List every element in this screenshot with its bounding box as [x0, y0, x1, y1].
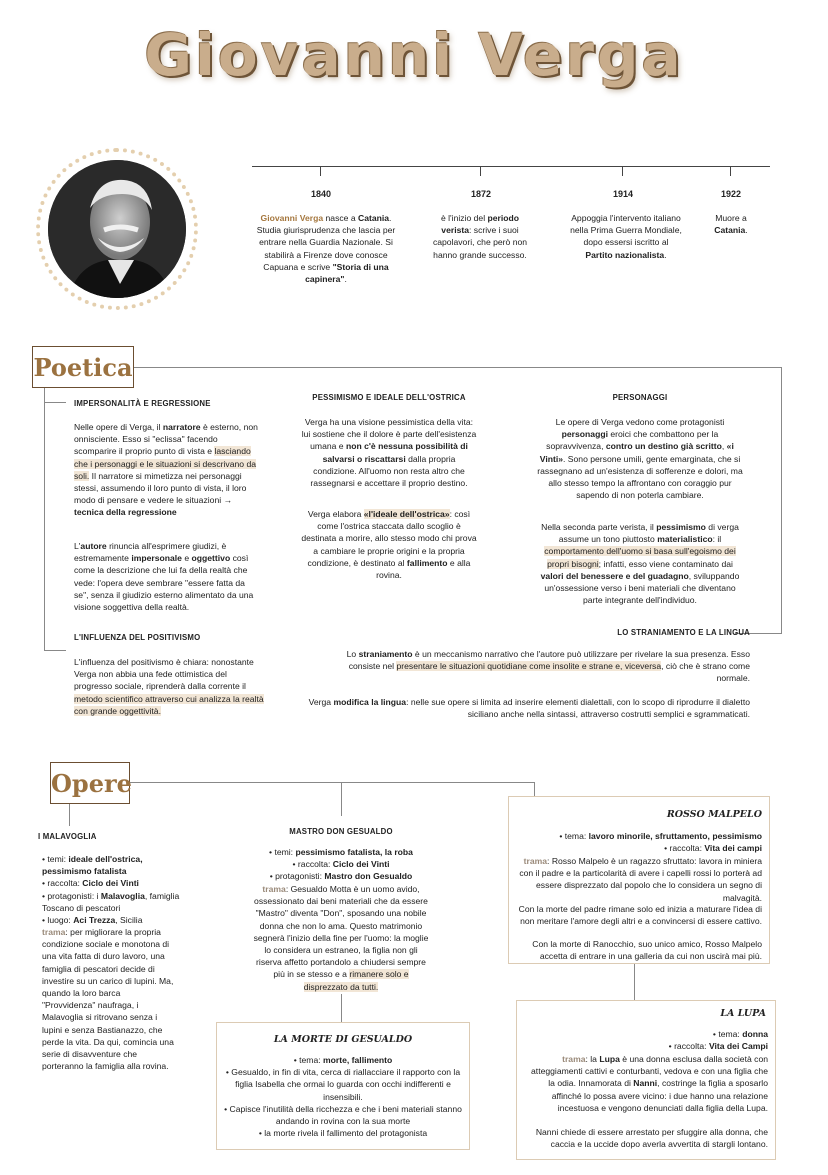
text-segment: : così come l'ostrica staccata dallo scoglio è destinata a morire, allo stesso modo chi prova a cambiare le proprie origini e la propria condizione, è destinato al	[301, 509, 477, 568]
text-segment: morte, fallimento	[323, 1055, 393, 1065]
text-segment: : la	[585, 1054, 600, 1064]
text-segment: Capisce l'inutilità della ricchezza e che i beni materiali stanno andando in rovina con la sua morte	[229, 1103, 462, 1127]
text-segment: Giovanni Verga	[260, 213, 324, 223]
paragraph	[300, 416, 478, 489]
text-segment: raccolta:	[669, 843, 705, 854]
text-segment: è una donna esclusa dalla società con atteggiamenti cattivi e conturbanti, vedova e con una figlia che la odia. Innamorata di	[531, 1054, 768, 1089]
text-segment: narratore	[162, 422, 201, 432]
list-item	[224, 1066, 462, 1103]
section-heading: I MALAVOGLIA	[38, 832, 97, 841]
list-item	[42, 914, 182, 926]
page-title: Giovanni Verga	[144, 21, 684, 89]
text-segment: raccolta:	[297, 859, 333, 870]
text-segment: Catania	[358, 213, 390, 223]
timeline-year: 1922	[720, 189, 742, 199]
list-item	[522, 1040, 768, 1052]
text-segment: ideale dell'ostrica, pessimismo fatalista	[42, 854, 143, 877]
paragraph	[522, 1053, 768, 1114]
text-segment: modifica la lingua	[333, 697, 407, 707]
text-segment: trama	[262, 884, 286, 894]
paragraph	[516, 938, 762, 962]
text-segment: contro un destino già scritto	[605, 441, 722, 452]
divider	[44, 650, 66, 651]
paragraph	[300, 696, 750, 720]
text-segment: luogo:	[47, 915, 74, 926]
text-segment: . Studia giurisprudenza che lascia per entrare nella Guardia Nazionale. Si stabilirà a Firenze dove conosce Capuana e scrive	[256, 213, 396, 272]
text-segment: periodo verista	[441, 213, 520, 236]
timeline-tick	[480, 166, 481, 176]
portrait-photo	[48, 160, 186, 298]
text-segment: : per migliorare la propria condizione sociale e monotona di una vita fatta di duro lavoro, una famiglia di pescatori decide di investire su un carico di lupini. Ma, quando la loro barca "Provvidenza" naufraga, i Malavoglia si ritrovano senza i lupini e senza Bastianazzo, che perde la vita. Da qui, comincia una serie di disavventure che porteranno la famiglia alla rovina.	[42, 927, 174, 1072]
paragraph	[320, 648, 750, 685]
text-segment: nasce a	[323, 213, 358, 223]
paragraph	[536, 521, 744, 606]
text-segment: Mastro don Gesualdo	[324, 871, 413, 882]
section-opere: Opere	[50, 762, 130, 804]
section-heading: LO STRANIAMENTO E LA LINGUA	[617, 628, 750, 637]
text-segment: personaggi	[561, 429, 608, 440]
text-segment: protagonisti: i	[47, 890, 101, 901]
text-segment: eroici che combattono per la sopravvivenza,	[546, 429, 719, 452]
card-title: LA MORTE DI GESUALDO	[273, 1034, 413, 1045]
section-heading: PERSONAGGI	[612, 393, 668, 402]
text-segment: trama	[523, 856, 548, 866]
text-segment: Il narratore si mimetizza nei personaggi stessi, assumendo il loro punto di vista, il loro modo di pensare e vedere le situazioni →	[74, 470, 247, 506]
timeline-text	[570, 212, 682, 261]
timeline-tick	[622, 166, 623, 176]
text-segment: Con la morte del padre rimane solo ed inizia a maturare l'idea di non meritare l'amore degli altri e a convincersi di essere cattivo.	[518, 904, 762, 927]
card-title: ROSSO MALPELO	[666, 809, 762, 820]
text-segment: rinuncia all'esprimere giudizi, è estremamente	[74, 541, 227, 564]
divider	[120, 367, 782, 368]
text-segment: temi:	[274, 847, 296, 857]
text-segment: , famiglia Toscano di pescatori	[42, 890, 180, 913]
card-title: LA LUPA	[720, 1008, 766, 1019]
section-heading: IMPERSONALITÀ E REGRESSIONE	[74, 399, 211, 408]
text-segment: presentare le situazioni quotidiane come insolite e strane e, viceversa	[396, 661, 662, 672]
text-segment: Gesualdo, in fin di vita, cerca di riallacciare il rapporto con la figlia Isabella che ormai lo guarda con occhi indifferenti e insensibili.	[231, 1067, 461, 1102]
text-segment: Lupa	[599, 1054, 620, 1064]
timeline-text	[252, 212, 400, 285]
text-segment: materialistico	[657, 534, 713, 545]
text-segment: lavoro minorile, sfruttamento, pessimismo	[588, 831, 762, 841]
text-segment: Le opere di Verga vedono come protagonisti	[555, 417, 725, 427]
text-segment: comportamento dell'uomo si basa sull'egoismo dei propri bisogni	[544, 546, 736, 569]
text-segment: impersonale	[131, 553, 182, 564]
text-segment: di verga assume un tono piuttosto	[558, 522, 739, 545]
text-segment: tema:	[299, 1055, 324, 1065]
text-segment: rimanere solo e disprezzato da tutti.	[303, 969, 409, 992]
section-poetica: Poetica	[32, 346, 134, 388]
text-segment: «l'ideale dell'ostrica»	[363, 509, 450, 519]
text-segment: metodo scientifico attraverso cui analizza la realtà con grande oggettività.	[74, 693, 264, 716]
text-segment: . Sono persone umili, gente emarginata, che si rassegnano ad un'esistenza di sofferenze e dolori, ma allo stesso tempo la affrontano con coraggio pur sapendo di non poterla cambiare.	[537, 453, 743, 501]
paragraph	[42, 926, 176, 1072]
text-segment: .	[664, 249, 667, 260]
paragraph	[516, 903, 762, 927]
paragraph	[300, 508, 478, 581]
divider	[341, 994, 342, 1022]
text-segment: , ciò che è strano come normale.	[661, 661, 750, 684]
text-segment: L'influenza del positivismo è chiara: nonostante Verga non abbia una fede ottimistica del progresso sociale, riprenderà dalla corrente il	[74, 657, 254, 692]
timeline-year: 1872	[470, 189, 492, 199]
list-item	[42, 853, 182, 877]
text-segment: "Storia di una capinera"	[305, 261, 389, 285]
text-segment: dalla propria condizione. All'uomo non resta altro che rassegnarsi e accettare il proprio destino.	[310, 453, 468, 489]
text-segment: Lo	[346, 649, 359, 659]
paragraph	[252, 883, 430, 993]
divider	[634, 964, 635, 1000]
text-segment: Ciclo dei Vinti	[332, 859, 390, 870]
text-segment: , sviluppando un'ossessione verso i beni materiali che diventano parte integrante dell'individuo.	[544, 570, 740, 606]
list-item	[42, 890, 182, 914]
timeline-tick	[730, 166, 731, 176]
text-segment: : nelle sue opere si limita ad inserire elementi dialettali, con lo scopo di riprodurre il dialetto siciliano anche nella sintassi, attraverso costrutti semplici e sgrammaticati.	[406, 697, 750, 720]
text-segment: ,	[721, 441, 727, 452]
divider	[104, 782, 534, 783]
text-segment: raccolta:	[674, 1041, 709, 1052]
divider	[781, 367, 782, 633]
morte-list	[224, 1054, 462, 1139]
text-segment: pessimismo	[656, 522, 706, 532]
text-segment: tecnica della regressione	[74, 507, 177, 518]
portrait-icon	[48, 160, 186, 298]
rosso-list	[516, 830, 762, 854]
text-segment: donna	[742, 1029, 768, 1039]
text-segment: Appoggia l'intervento italiano nella Prima Guerra Mondiale, dopo essersi iscritto al	[570, 213, 682, 248]
text-segment: Vita dei Campi	[708, 1041, 768, 1052]
text-segment: temi:	[47, 854, 69, 864]
text-segment: pessimismo fatalista, la roba	[295, 847, 413, 857]
text-segment: Nelle opere di Verga, il	[74, 422, 163, 432]
section-heading: PESSIMISMO E IDEALE DELL'OSTRICA	[312, 393, 466, 402]
text-segment: tema:	[564, 831, 589, 841]
text-segment: : Rosso Malpelo è un ragazzo sfruttato: lavora in miniera con il padre e la particolarità di avere i capelli rossi lo porterà ad essere disprezzato dal popolo che lo considera un segno di malvagità.	[519, 856, 762, 903]
list-item	[42, 877, 182, 889]
text-segment: oggettivo	[191, 553, 231, 564]
text-segment: : Gesualdo Motta è un uomo avido, ossessionato dai beni materiali che da essere "Mastro" diventa "Don", sposando una nobile donna che non lo ama. Questo matrimonio segnerà l'inizio della fine per l'uomo: la moglie lo considera un estraneo, la figlia non gli riserva affetto portandolo a chiudersi sempre più in se stesso e a	[253, 884, 429, 980]
divider	[534, 782, 535, 796]
text-segment: e alla rovina.	[376, 557, 471, 581]
text-segment: , costringe la figlia a sposarlo affinché lo possa avere vicino: i due hanno una relazione incestuosa e vengono denunciati dalla figlia della Lupa.	[551, 1078, 768, 1113]
list-item	[252, 858, 430, 870]
text-segment: «i Vinti»	[539, 441, 734, 464]
text-segment: Nanni	[633, 1078, 658, 1089]
text-segment: .	[745, 225, 748, 236]
list-item	[252, 870, 430, 882]
paragraph	[74, 421, 260, 519]
timeline-text	[706, 212, 756, 236]
text-segment: , Sicilia	[115, 915, 143, 926]
text-segment: Con la morte di Ranocchio, suo unico amico, Rosso Malpelo accetta di entrare in una galleria da cui non uscirà mai più.	[532, 939, 762, 962]
text-segment: trama	[42, 927, 66, 937]
text-segment: Malavoglia	[100, 890, 145, 901]
list-item	[224, 1103, 462, 1127]
text-segment: ; infatti, esso viene contaminato dai	[598, 558, 733, 569]
list-item	[224, 1054, 462, 1066]
section-heading: L'INFLUENZA DEL POSITIVISMO	[74, 633, 201, 642]
paragraph	[74, 656, 264, 717]
text-segment: Verga	[308, 697, 334, 707]
list-item	[522, 1028, 768, 1040]
text-segment: Verga elabora	[307, 509, 364, 519]
gesualdo-list	[252, 846, 430, 883]
text-segment: la morte rivela il fallimento del protagonista	[264, 1128, 428, 1139]
text-segment: Nella seconda parte verista, il	[541, 522, 657, 532]
text-segment: : il	[712, 534, 722, 545]
text-segment: Nanni chiede di essere arrestato per sfuggire alla donna, che caccia e la uccide dopo averla avvertita di stargli lontano.	[535, 1127, 768, 1150]
text-segment: e	[181, 553, 192, 564]
paragraph	[522, 1126, 768, 1150]
text-segment: raccolta:	[47, 878, 83, 889]
lupa-list	[522, 1028, 768, 1052]
text-segment: protagonisti:	[275, 871, 325, 882]
list-item	[516, 842, 762, 854]
paragraph	[516, 855, 762, 904]
timeline-year: 1840	[310, 189, 332, 199]
text-segment: Vita dei campi	[704, 843, 762, 854]
text-segment: trama	[562, 1054, 586, 1064]
list-item	[252, 846, 430, 858]
timeline-text	[425, 212, 535, 261]
paragraph	[74, 540, 260, 613]
divider	[44, 388, 45, 650]
list-item	[516, 830, 762, 842]
malavoglia-list	[42, 853, 182, 926]
section-heading: MASTRO DON GESUALDO	[289, 827, 393, 836]
text-segment: così come la descrizione che lui fa della realtà che vede: l'opera deve sembrare "essere fatta da se", senza il giudizio esterno alimentato da una visione soggettiva della realtà.	[74, 553, 254, 613]
text-segment: tema:	[718, 1029, 743, 1039]
divider	[44, 402, 66, 403]
text-segment: autore	[80, 541, 107, 551]
text-segment: Catania	[714, 225, 746, 236]
divider	[69, 804, 70, 826]
paragraph	[536, 416, 744, 501]
text-segment: valori del benessere e del guadagno	[540, 570, 689, 581]
text-segment: è l'inizio del	[440, 213, 488, 223]
text-segment: Partito nazionalista	[585, 249, 665, 260]
text-segment: straniamento	[358, 649, 413, 659]
text-segment: non c'è nessuna possibilità di salvarsi o riscattarsi	[322, 441, 468, 464]
text-segment: L'	[74, 541, 81, 551]
text-segment: Muore a	[715, 213, 747, 223]
divider	[341, 782, 342, 816]
text-segment: è esterno, non onnisciente. Esso si "eclissa" facendo scomparire il proprio punto di vista e	[74, 422, 258, 457]
text-segment: Aci Trezza	[73, 915, 116, 926]
text-segment: fallimento	[406, 557, 448, 568]
list-item	[224, 1127, 462, 1139]
text-segment: Verga ha una visione pessimistica della vita: lui sostiene che il dolore è parte dell'esistenza umana e	[301, 417, 477, 452]
timeline-tick	[320, 166, 321, 176]
text-segment: lasciando che i personaggi e le situazioni si descrivano da soli.	[74, 446, 257, 481]
text-segment: .	[344, 274, 347, 285]
timeline-year: 1914	[612, 189, 634, 199]
text-segment: : scrive i suoi capolavori, che però non hanno grande successo.	[432, 225, 528, 260]
text-segment: Ciclo dei Vinti	[82, 878, 139, 889]
timeline-line	[252, 166, 770, 167]
text-segment: è un meccanismo narrativo che l'autore può utilizzare per rivelare la sua presenza. Esso consiste nel	[348, 649, 750, 672]
